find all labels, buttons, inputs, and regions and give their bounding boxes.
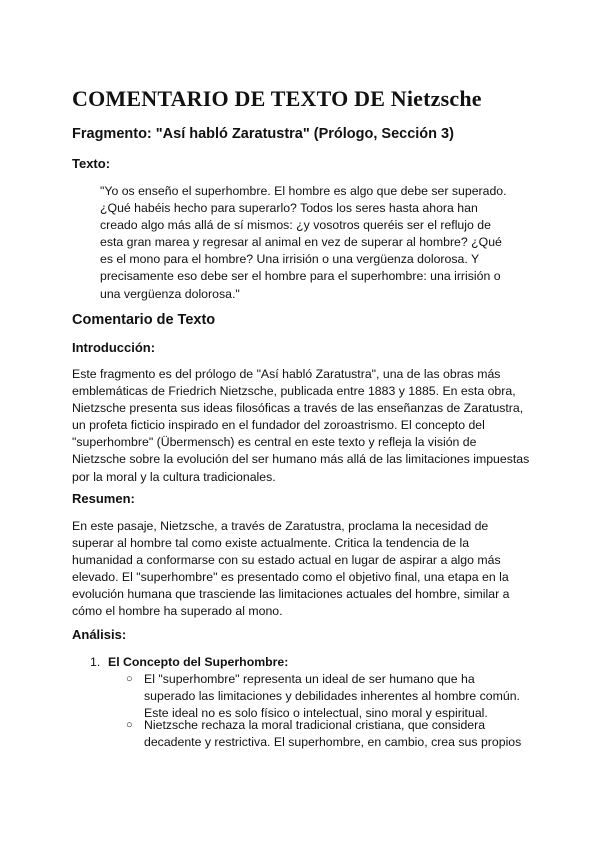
texto-heading: Texto: bbox=[72, 156, 111, 171]
bullet-text: El "superhombre" representa un ideal de ser humano que ha superado las limitaciones y debilidades inherentes al hombre común. Este ideal no es solo físico o intelectual, sino moral y espiritual. bbox=[144, 672, 520, 721]
list-number: 1. bbox=[90, 655, 101, 669]
hollow-bullet-icon: ○ bbox=[126, 673, 133, 685]
comentario-heading: Comentario de Texto bbox=[72, 312, 216, 328]
document-title: COMENTARIO DE TEXTO DE Nietzsche bbox=[72, 86, 482, 111]
introduccion-text: Este fragmento es del prólogo de "Así habló Zaratustra", una de las obras más emblemáticas de Friedrich Nietzsche, publicada entre 1883 y 1885. En esta obra, Nietzsche presenta sus ideas filosóficas a través de las enseñanzas de Zaratustra, un profeta ficticio inspirado en el fundador del zoroastrismo. El concepto del "superhombre" (Übermensch) es central en este texto y refleja la visión de Nietzsche sobre la evolución del ser humano más allá de las limitaciones impuestas por la moral y la cultura tradicionales. bbox=[72, 367, 530, 484]
analisis-list-item bbox=[90, 655, 288, 669]
quote-text: "Yo os enseño el superhombre. El hombre es algo que debe ser superado. ¿Qué habéis hecho para superarlo? Todos los seres hasta ahora han creado algo más allá de sí mismos: ¿y vosotros queréis ser el reflujo de esta gran marea y regresar al animal en vez de superar al hombre? ¿Qué es el mono para el hombre? Una irrisión o una vergüenza dolorosa. Y precisamente eso debe ser el hombre para el superhombre: una irrisión o una vergüenza dolorosa." bbox=[100, 184, 507, 301]
introduccion-heading: Introducción: bbox=[72, 340, 156, 355]
bullet-text: Nietzsche rechaza la moral tradicional cristiana, que considera decadente y restrictiva. El superhombre, en cambio, crea sus propios bbox=[144, 718, 522, 750]
hollow-bullet-icon: ○ bbox=[126, 719, 133, 731]
list-item-label: El Concepto del Superhombre: bbox=[108, 655, 289, 669]
resumen-heading: Resumen: bbox=[72, 491, 135, 506]
resumen-text: En este pasaje, Nietzsche, a través de Zaratustra, proclama la necesidad de superar al hombre tal como existe actualmente. Critica la tendencia de la humanidad a conformarse con su estado actual en lugar de aspirar a algo más elevado. El "superhombre" es presentado como el objetivo final, una etapa en la evolución humana que trasciende las limitaciones actuales del hombre, similar a cómo el hombre ha superado al mono. bbox=[72, 519, 510, 619]
document-subtitle: Fragmento: "Así habló Zaratustra" (Prólogo, Sección 3) bbox=[72, 126, 454, 142]
analisis-heading: Análisis: bbox=[72, 627, 127, 642]
